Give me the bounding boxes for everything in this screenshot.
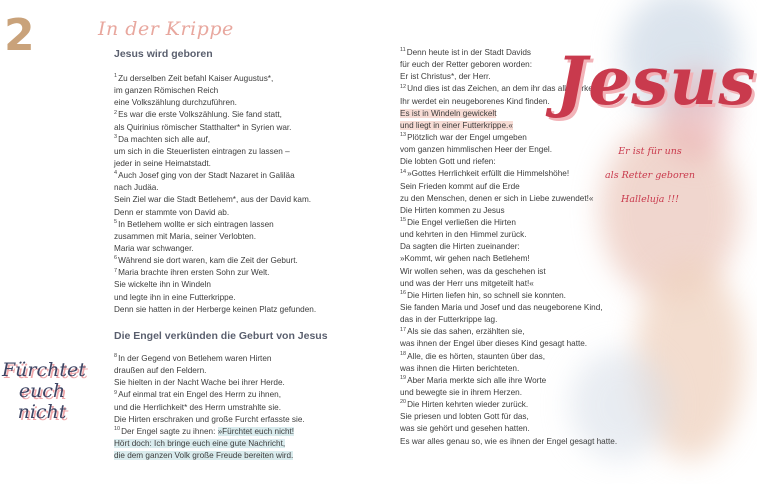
verse-line (400, 132, 617, 144)
verse-number: 13 (400, 132, 407, 139)
verse-text: jeder in seine Heimatstadt. (114, 158, 211, 168)
verse-number: 17 (400, 326, 407, 333)
verse-text: was ihnen der Engel über dieses Kind gesagt hatte. (400, 339, 588, 349)
verse-line (400, 436, 617, 448)
verse-line (114, 182, 316, 194)
verse-text: Sie hielten in der Nacht Wache bei ihrer Herde. (114, 378, 285, 388)
verse-line (114, 389, 305, 401)
verse-number: 5 (114, 218, 118, 225)
verse-text: eine Volkszählung durchzuführen. (114, 98, 237, 108)
verse-text: Sie wickelte ihn in Windeln (114, 280, 211, 290)
verse-line (400, 253, 617, 265)
jesus-subtitle-line: Halleluja !!! (621, 194, 679, 205)
verse-text: Denn heute ist in der Stadt Davids (406, 48, 531, 57)
section-heading-birth: Jesus wird geboren (114, 48, 213, 60)
verse-text: Da machten sich alle auf, (118, 134, 210, 144)
verse-line (400, 181, 617, 193)
verse-text: Es war die erste Volkszählung. Sie fand statt, (118, 110, 282, 120)
verse-number: 20 (400, 399, 407, 406)
verse-text: als Quirinius römischer Statthalter* in Syrien war. (114, 122, 292, 132)
verse-text: Maria war schwanger. (114, 243, 194, 253)
verse-line (400, 387, 617, 399)
highlighted-verse-text: die dem ganzen Volk große Freude bereiten wird. (114, 451, 294, 461)
verse-text: Die Hirten kehrten wieder zurück. (407, 400, 529, 410)
verse-text: vom ganzen himmlischen Heer der Engel. (400, 145, 552, 155)
verse-line (400, 241, 617, 253)
verse-text: und was der Herr uns mitgeteilt hat!« (400, 278, 534, 288)
verse-text: um sich in die Steuerlisten eintragen zu lassen – (114, 146, 290, 156)
verse-text: Ihr werdet ein neugeborenes Kind finden. (400, 96, 550, 106)
highlighted-verse-text: Hört doch: Ich bringe euch eine gute Nachricht, (114, 438, 286, 448)
verse-text: In Betlehem wollte er sich eintragen lassen (118, 219, 274, 229)
script-word: nicht (17, 401, 67, 423)
verse-number: 11 (400, 47, 406, 54)
verse-number: 9 (114, 389, 118, 396)
verse-text: Die lobten Gott und riefen: (400, 157, 496, 167)
verse-number: 4 (114, 170, 118, 177)
verse-line (114, 97, 316, 109)
verse-text: Zu derselben Zeit befahl Kaiser Augustus*, (118, 74, 274, 83)
verse-number: 18 (400, 350, 407, 357)
verse-number: 10 (114, 426, 121, 433)
verse-text: Sie fanden Maria und Josef und das neugeborene Kind, (400, 302, 603, 312)
script-fuerchtet-euch-nicht (2, 359, 86, 423)
chapter-number: 2 (4, 10, 35, 61)
verse-text: und kehrten in den Himmel zurück. (400, 230, 527, 240)
verse-text: Maria brachte ihren ersten Sohn zur Welt. (118, 268, 270, 278)
verse-text: Auch Josef ging von der Stadt Nazaret in Galiläa (118, 171, 295, 181)
verse-text: draußen auf den Feldern. (114, 366, 207, 376)
verse-line (114, 353, 305, 365)
script-word: Fürchtet (2, 359, 86, 381)
verse-line (114, 365, 305, 377)
script-word: euch (18, 380, 66, 402)
verse-line (114, 134, 316, 146)
verse-number: 2 (114, 109, 118, 116)
verse-line (400, 302, 617, 314)
verse-line (114, 207, 316, 219)
verse-line (400, 278, 617, 290)
verse-text: »Gottes Herrlichkeit erfüllt die Himmelshöhe! (407, 169, 570, 179)
verse-number: 8 (114, 353, 118, 360)
verse-line (114, 255, 316, 267)
verse-line (114, 243, 316, 255)
verse-text: Er ist Christus*, der Herr. (400, 72, 491, 82)
verse-text: nach Judäa. (114, 183, 159, 193)
verse-line (114, 267, 316, 279)
verse-text: »Kommt, wir gehen nach Betlehem! (400, 254, 530, 264)
verse-line (114, 158, 316, 170)
verse-text: Sein Ziel war die Stadt Betlehem*, aus der David kam. (114, 195, 312, 205)
verse-text: Es war alles genau so, wie es ihnen der Engel gesagt hatte. (400, 436, 618, 446)
verse-text: Plötzlich war der Engel umgeben (407, 132, 527, 142)
verse-text: Und dies ist das Zeichen, an dem ihr das alles erke (407, 84, 593, 94)
verse-text: Während sie dort waren, kam die Zeit der Geburt. (118, 256, 298, 266)
left-page (0, 0, 360, 484)
right-page (360, 0, 757, 484)
verse-line (400, 266, 617, 278)
verse-line (400, 314, 617, 326)
verse-line (400, 229, 617, 241)
verse-line (114, 85, 316, 97)
verse-block-angels (114, 353, 305, 462)
verse-line (400, 351, 617, 363)
verse-line (114, 426, 305, 438)
verse-text: im ganzen Römischen Reich (114, 86, 219, 96)
verse-text: das in der Futterkrippe lag. (400, 315, 498, 325)
verse-number: 6 (114, 255, 118, 262)
verse-line (400, 338, 617, 350)
section-heading-angels: Die Engel verkünden die Geburt von Jesus (114, 330, 328, 342)
verse-line (114, 231, 316, 243)
verse-number: 1 (114, 73, 118, 80)
verse-text: was ihnen die Hirten berichteten. (400, 363, 520, 373)
verse-line (114, 122, 316, 134)
verse-text: und bewegte sie in ihrem Herzen. (400, 387, 522, 397)
verse-block-birth (114, 73, 316, 316)
verse-line (114, 170, 316, 182)
verse-number: 12 (400, 83, 407, 90)
verse-line (400, 205, 617, 217)
verse-text: Die Hirten liefen hin, so schnell sie konnten. (407, 290, 566, 300)
verse-text: Aber Maria merkte sich alle ihre Worte (407, 375, 547, 385)
verse-line (114, 146, 316, 158)
verse-line (400, 120, 617, 132)
verse-line (114, 450, 305, 462)
verse-line (400, 411, 617, 423)
jesus-subtitle-line: als Retter geboren (605, 170, 695, 181)
verse-number: 16 (400, 290, 407, 297)
verse-text: In der Gegend von Betlehem waren Hirten (118, 354, 272, 363)
verse-text: Alle, die es hörten, staunten über das, (407, 351, 546, 361)
verse-line (400, 290, 617, 302)
verse-text: Auf einmal trat ein Engel des Herrn zu ihnen, (118, 390, 281, 400)
verse-text: Die Hirten kommen zu Jesus (400, 205, 505, 215)
verse-line (400, 217, 617, 229)
verse-line (114, 219, 316, 231)
verse-line (114, 73, 316, 85)
verse-number: 15 (400, 217, 407, 224)
verse-text: was sie gehört und gesehen hatten. (400, 424, 530, 434)
verse-text: und die Herrlichkeit* des Herrn umstrahlte sie. (114, 402, 282, 412)
verse-text: Als sie das sahen, erzählten sie, (407, 327, 525, 337)
verse-text: Da sagten die Hirten zueinander: (400, 242, 520, 252)
verse-text: zu den Menschen, denen er sich in Liebe zuwendet!« (400, 193, 594, 203)
verse-text: zusammen mit Maria, seiner Verlobten. (114, 231, 256, 241)
verse-text: Sein Frieden kommt auf die Erde (400, 181, 520, 191)
verse-line (114, 194, 316, 206)
verse-line (400, 423, 617, 435)
verse-line (400, 326, 617, 338)
jesus-title: Jesus (556, 42, 757, 120)
verse-line (114, 377, 305, 389)
verse-number: 3 (114, 133, 118, 140)
verse-line (400, 363, 617, 375)
verse-line (114, 279, 316, 291)
verse-text: Der Engel sagte zu ihnen: (121, 426, 218, 436)
highlighted-verse-text: »Fürchtet euch nicht! (217, 426, 295, 436)
verse-line (114, 414, 305, 426)
verse-line (400, 375, 617, 387)
verse-text: Denn er stammte von David ab. (114, 207, 230, 217)
verse-line (114, 438, 305, 450)
verse-text: Die Engel verließen die Hirten (407, 217, 516, 227)
verse-line (114, 109, 316, 121)
highlighted-verse-text: Es ist in Windeln gewickelt (400, 108, 497, 118)
verse-text: für euch der Retter geboren worden: (400, 60, 532, 70)
verse-line (400, 156, 617, 168)
verse-text: Die Hirten erschraken und große Furcht erfasste sie. (114, 414, 305, 424)
verse-line (400, 399, 617, 411)
verse-number: 14 (400, 168, 407, 175)
verse-line (114, 304, 316, 316)
highlighted-verse-text: und liegt in einer Futterkrippe.« (400, 120, 513, 130)
verse-number: 7 (114, 267, 118, 274)
verse-text: Sie priesen und lobten Gott für das, (400, 412, 529, 422)
jesus-subtitle-line: Er ist für uns (618, 146, 682, 157)
chapter-title: In der Krippe (98, 18, 234, 40)
verse-text: und legte ihn in eine Futterkrippe. (114, 292, 236, 302)
verse-number: 19 (400, 375, 407, 382)
verse-text: Wir wollen sehen, was da geschehen ist (400, 266, 546, 276)
verse-line (114, 402, 305, 414)
verse-text: Denn sie hatten in der Herberge keinen Platz gefunden. (114, 304, 317, 314)
verse-line (114, 292, 316, 304)
